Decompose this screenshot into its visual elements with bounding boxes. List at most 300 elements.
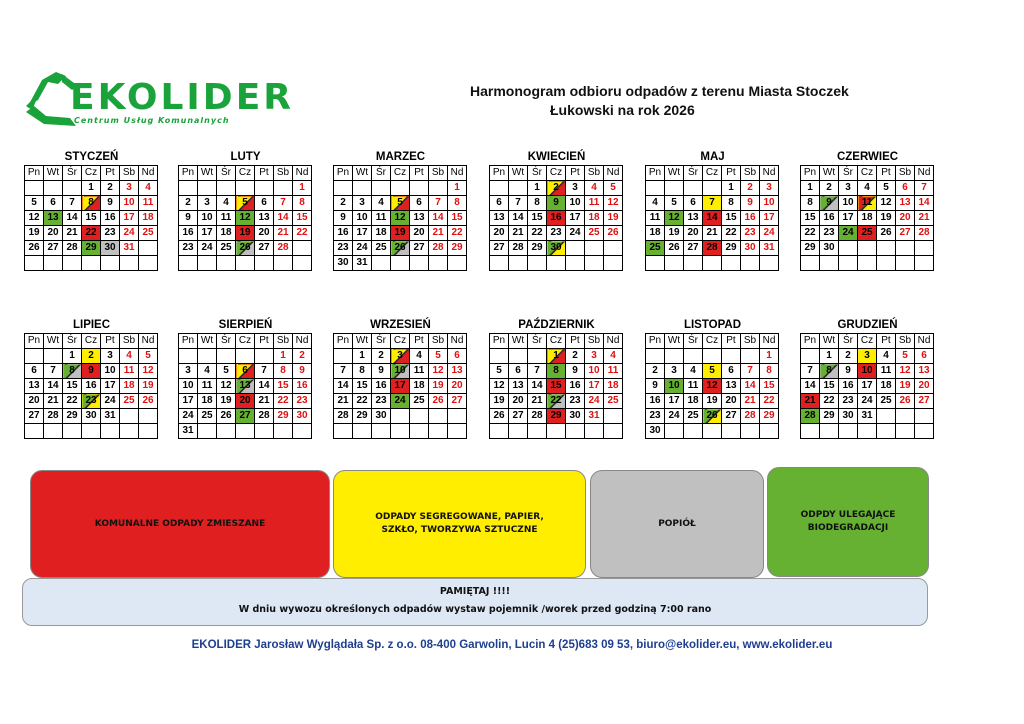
day-cell: 11 <box>604 364 623 379</box>
day-cell: 29 <box>274 409 293 424</box>
day-cell: 14 <box>274 211 293 226</box>
day-cell: 6 <box>684 196 703 211</box>
day-cell <box>410 181 429 196</box>
day-cell: 30 <box>820 241 839 256</box>
day-cell: 13 <box>410 211 429 226</box>
weekday-header: Pt <box>877 334 896 349</box>
day-cell: 25 <box>120 394 139 409</box>
day-cell: 10 <box>198 211 217 226</box>
day-cell: 12 <box>139 364 158 379</box>
weekday-header: Pn <box>646 334 665 349</box>
day-cell <box>410 409 429 424</box>
day-cell: 16 <box>820 211 839 226</box>
day-cell: 23 <box>293 394 312 409</box>
day-cell: 6 <box>44 196 63 211</box>
day-cell: 24 <box>179 409 198 424</box>
day-cell: 7 <box>334 364 353 379</box>
month-table <box>333 165 467 271</box>
weekday-header: Sb <box>896 334 915 349</box>
day-cell <box>703 256 722 271</box>
weekday-header: Wt <box>820 334 839 349</box>
day-cell: 12 <box>217 379 236 394</box>
day-cell <box>274 256 293 271</box>
day-cell: 23 <box>566 394 585 409</box>
day-cell: 16 <box>293 379 312 394</box>
day-cell: 14 <box>703 211 722 226</box>
weekday-header: Cz <box>82 166 101 181</box>
day-cell <box>429 424 448 439</box>
day-cell: 20 <box>44 226 63 241</box>
day-cell <box>255 256 274 271</box>
day-cell: 23 <box>547 226 566 241</box>
day-cell: 10 <box>839 196 858 211</box>
weekday-header: Nd <box>760 334 779 349</box>
day-cell <box>82 256 101 271</box>
day-cell: 20 <box>410 226 429 241</box>
day-cell: 19 <box>604 211 623 226</box>
weekday-header: Pn <box>179 166 198 181</box>
month-name: WRZESIEŃ <box>370 319 431 331</box>
day-cell: 7 <box>44 364 63 379</box>
day-cell <box>760 424 779 439</box>
day-cell: 11 <box>198 379 217 394</box>
day-cell <box>25 349 44 364</box>
day-cell: 24 <box>391 394 410 409</box>
day-cell: 25 <box>646 241 665 256</box>
month-table <box>800 333 934 439</box>
day-cell: 2 <box>820 181 839 196</box>
weekday-header: Pt <box>101 166 120 181</box>
day-cell: 31 <box>179 424 198 439</box>
day-cell <box>198 256 217 271</box>
day-cell: 2 <box>547 181 566 196</box>
day-cell: 22 <box>820 394 839 409</box>
day-cell: 5 <box>703 364 722 379</box>
day-cell: 15 <box>801 211 820 226</box>
month-calendar <box>178 318 313 439</box>
day-cell: 12 <box>604 196 623 211</box>
day-cell: 26 <box>896 394 915 409</box>
day-cell <box>820 424 839 439</box>
day-cell: 1 <box>353 349 372 364</box>
day-cell: 28 <box>44 409 63 424</box>
day-cell: 23 <box>741 226 760 241</box>
day-cell: 10 <box>665 379 684 394</box>
day-cell: 18 <box>877 379 896 394</box>
day-cell <box>703 424 722 439</box>
day-cell: 26 <box>877 226 896 241</box>
day-cell: 8 <box>722 196 741 211</box>
day-cell: 13 <box>448 364 467 379</box>
day-cell <box>741 424 760 439</box>
day-cell <box>25 256 44 271</box>
day-cell: 20 <box>896 211 915 226</box>
day-cell: 21 <box>509 226 528 241</box>
day-cell: 25 <box>684 409 703 424</box>
weekday-header: Sb <box>585 334 604 349</box>
day-cell <box>236 181 255 196</box>
day-cell: 16 <box>646 394 665 409</box>
day-cell: 4 <box>877 349 896 364</box>
day-cell <box>217 256 236 271</box>
day-cell: 6 <box>255 196 274 211</box>
weekday-header: Nd <box>293 166 312 181</box>
day-cell <box>528 424 547 439</box>
day-cell <box>293 424 312 439</box>
weekday-header: Cz <box>236 334 255 349</box>
legend-label: POPIÓŁ <box>658 518 696 529</box>
day-cell: 26 <box>604 226 623 241</box>
day-cell: 7 <box>703 196 722 211</box>
day-cell: 9 <box>293 364 312 379</box>
weekday-header: Pt <box>255 166 274 181</box>
day-cell: 1 <box>820 349 839 364</box>
day-cell: 1 <box>293 181 312 196</box>
day-cell: 17 <box>198 226 217 241</box>
day-cell: 26 <box>217 409 236 424</box>
day-cell: 3 <box>585 349 604 364</box>
weekday-header: Śr <box>372 166 391 181</box>
month-calendar <box>645 318 780 439</box>
day-cell: 18 <box>646 226 665 241</box>
day-cell: 31 <box>760 241 779 256</box>
day-cell: 18 <box>217 226 236 241</box>
day-cell: 8 <box>293 196 312 211</box>
weekday-header: Pt <box>255 334 274 349</box>
day-cell <box>722 349 741 364</box>
day-cell <box>722 256 741 271</box>
weekday-header: Cz <box>547 166 566 181</box>
weekday-header: Pn <box>334 166 353 181</box>
day-cell: 17 <box>120 211 139 226</box>
day-cell: 7 <box>429 196 448 211</box>
day-cell: 25 <box>858 226 877 241</box>
day-cell: 3 <box>760 181 779 196</box>
day-cell: 2 <box>101 181 120 196</box>
weekday-header: Cz <box>703 334 722 349</box>
weekday-header: Pt <box>722 166 741 181</box>
day-cell: 2 <box>372 349 391 364</box>
day-cell: 25 <box>372 241 391 256</box>
day-cell: 9 <box>179 211 198 226</box>
day-cell: 19 <box>217 394 236 409</box>
day-cell: 30 <box>646 424 665 439</box>
legend-label: KOMUNALNE ODPADY ZMIESZANE <box>94 518 266 529</box>
day-cell <box>665 181 684 196</box>
day-cell <box>684 349 703 364</box>
day-cell <box>44 256 63 271</box>
day-cell <box>566 256 585 271</box>
legend-biodegradable <box>767 467 929 577</box>
day-cell <box>604 424 623 439</box>
day-cell: 19 <box>877 211 896 226</box>
day-cell <box>255 424 274 439</box>
day-cell <box>63 424 82 439</box>
day-cell: 17 <box>839 211 858 226</box>
day-cell: 21 <box>255 394 274 409</box>
day-cell: 15 <box>528 211 547 226</box>
day-cell: 3 <box>839 181 858 196</box>
weekday-header: Nd <box>448 334 467 349</box>
day-cell: 14 <box>528 379 547 394</box>
day-cell: 29 <box>801 241 820 256</box>
weekday-header: Wt <box>820 166 839 181</box>
day-cell: 6 <box>509 364 528 379</box>
day-cell: 1 <box>274 349 293 364</box>
day-cell: 26 <box>490 409 509 424</box>
day-cell <box>490 256 509 271</box>
title-line-1: Harmonogram odbioru odpadów z terenu Miasta Stoczek <box>470 83 849 99</box>
weekday-header: Wt <box>509 166 528 181</box>
day-cell <box>198 424 217 439</box>
weekday-header: Nd <box>604 166 623 181</box>
day-cell: 21 <box>741 394 760 409</box>
day-cell <box>448 256 467 271</box>
day-cell: 20 <box>448 379 467 394</box>
day-cell: 18 <box>684 394 703 409</box>
month-calendar <box>800 150 935 271</box>
day-cell <box>528 256 547 271</box>
reminder-note <box>22 578 928 626</box>
day-cell: 27 <box>896 226 915 241</box>
day-cell: 21 <box>703 226 722 241</box>
day-cell: 28 <box>915 226 934 241</box>
day-cell: 20 <box>236 394 255 409</box>
day-cell: 28 <box>255 409 274 424</box>
day-cell: 3 <box>353 196 372 211</box>
day-cell <box>198 181 217 196</box>
weekday-header: Pt <box>566 166 585 181</box>
day-cell: 4 <box>139 181 158 196</box>
day-cell <box>915 409 934 424</box>
day-cell: 25 <box>585 226 604 241</box>
day-cell: 28 <box>801 409 820 424</box>
month-name: LIPIEC <box>72 319 111 331</box>
day-cell: 12 <box>665 211 684 226</box>
day-cell <box>429 181 448 196</box>
day-cell: 2 <box>82 349 101 364</box>
month-calendar <box>489 150 624 271</box>
day-cell: 21 <box>528 394 547 409</box>
day-cell <box>604 256 623 271</box>
day-cell: 12 <box>703 379 722 394</box>
day-cell <box>372 256 391 271</box>
weekday-header: Pn <box>801 166 820 181</box>
day-cell: 29 <box>528 241 547 256</box>
day-cell: 28 <box>429 241 448 256</box>
day-cell: 28 <box>741 409 760 424</box>
day-cell: 18 <box>372 226 391 241</box>
day-cell: 11 <box>139 196 158 211</box>
day-cell <box>665 256 684 271</box>
day-cell: 15 <box>293 211 312 226</box>
weekday-header: Pt <box>877 166 896 181</box>
month-calendar <box>645 150 780 271</box>
day-cell: 13 <box>44 211 63 226</box>
weekday-header: Sb <box>120 334 139 349</box>
day-cell: 19 <box>429 379 448 394</box>
day-cell <box>101 424 120 439</box>
day-cell: 20 <box>684 226 703 241</box>
day-cell: 9 <box>372 364 391 379</box>
day-cell: 24 <box>101 394 120 409</box>
day-cell: 11 <box>646 211 665 226</box>
day-cell <box>877 241 896 256</box>
weekday-header: Pt <box>101 334 120 349</box>
day-cell: 27 <box>490 241 509 256</box>
day-cell: 2 <box>839 349 858 364</box>
day-cell: 22 <box>63 394 82 409</box>
day-cell: 22 <box>82 226 101 241</box>
weekday-header: Pn <box>179 334 198 349</box>
day-cell: 10 <box>760 196 779 211</box>
day-cell <box>391 181 410 196</box>
day-cell: 14 <box>801 379 820 394</box>
day-cell: 22 <box>760 394 779 409</box>
day-cell <box>44 349 63 364</box>
weekday-header: Wt <box>198 334 217 349</box>
day-cell <box>25 181 44 196</box>
day-cell: 20 <box>25 394 44 409</box>
day-cell: 29 <box>448 241 467 256</box>
day-cell: 21 <box>915 211 934 226</box>
weekday-header: Wt <box>665 166 684 181</box>
month-calendar <box>24 150 159 271</box>
weekday-header: Pn <box>25 334 44 349</box>
day-cell: 13 <box>255 211 274 226</box>
day-cell: 26 <box>391 241 410 256</box>
day-cell <box>585 424 604 439</box>
month-name: SIERPIEŃ <box>218 319 273 331</box>
day-cell: 20 <box>255 226 274 241</box>
day-cell: 12 <box>25 211 44 226</box>
day-cell <box>801 256 820 271</box>
weekday-header: Cz <box>236 166 255 181</box>
day-cell: 23 <box>82 394 101 409</box>
day-cell: 21 <box>274 226 293 241</box>
day-cell: 14 <box>741 379 760 394</box>
day-cell: 9 <box>646 379 665 394</box>
day-cell: 19 <box>139 379 158 394</box>
brand-name: EKOLIDER <box>70 77 295 118</box>
day-cell: 14 <box>429 211 448 226</box>
day-cell <box>877 409 896 424</box>
weekday-header: Wt <box>44 166 63 181</box>
day-cell: 21 <box>429 226 448 241</box>
legend-label: ODPDY ULEGAJĄCE BIODEGRADACJI <box>800 510 896 533</box>
day-cell: 19 <box>665 226 684 241</box>
day-cell: 18 <box>858 211 877 226</box>
day-cell: 3 <box>198 196 217 211</box>
day-cell <box>391 424 410 439</box>
day-cell <box>293 241 312 256</box>
day-cell: 17 <box>353 226 372 241</box>
day-cell: 5 <box>604 181 623 196</box>
weekday-header: Pn <box>801 334 820 349</box>
day-cell: 24 <box>839 226 858 241</box>
day-cell: 9 <box>741 196 760 211</box>
day-cell: 8 <box>760 364 779 379</box>
legend-ash <box>590 470 764 578</box>
day-cell: 13 <box>490 211 509 226</box>
day-cell: 11 <box>120 364 139 379</box>
day-cell: 21 <box>334 394 353 409</box>
day-cell <box>839 241 858 256</box>
day-cell: 9 <box>820 196 839 211</box>
day-cell <box>528 349 547 364</box>
day-cell <box>120 256 139 271</box>
weekday-header: Nd <box>139 166 158 181</box>
day-cell: 7 <box>255 364 274 379</box>
day-cell: 4 <box>585 181 604 196</box>
day-cell: 25 <box>877 394 896 409</box>
day-cell: 5 <box>217 364 236 379</box>
weekday-header: Sb <box>896 166 915 181</box>
day-cell: 27 <box>448 394 467 409</box>
day-cell: 28 <box>63 241 82 256</box>
month-table <box>24 165 158 271</box>
day-cell: 17 <box>760 211 779 226</box>
day-cell: 27 <box>722 409 741 424</box>
day-cell: 3 <box>179 364 198 379</box>
day-cell: 15 <box>82 211 101 226</box>
weekday-header: Śr <box>217 166 236 181</box>
day-cell: 7 <box>741 364 760 379</box>
month-table <box>800 165 934 271</box>
day-cell: 8 <box>82 196 101 211</box>
weekday-header: Nd <box>293 334 312 349</box>
day-cell: 8 <box>448 196 467 211</box>
weekday-header: Wt <box>44 334 63 349</box>
day-cell <box>44 424 63 439</box>
day-cell: 3 <box>566 181 585 196</box>
month-calendar <box>333 318 468 439</box>
day-cell: 9 <box>547 196 566 211</box>
day-cell <box>646 256 665 271</box>
day-cell <box>915 424 934 439</box>
day-cell: 12 <box>391 211 410 226</box>
day-cell: 25 <box>198 409 217 424</box>
weekday-header: Pn <box>490 334 509 349</box>
legend-segregated-waste <box>333 470 586 578</box>
day-cell <box>255 349 274 364</box>
day-cell <box>820 256 839 271</box>
weekday-header: Sb <box>274 334 293 349</box>
weekday-header: Śr <box>217 334 236 349</box>
day-cell: 11 <box>372 211 391 226</box>
weekday-header: Śr <box>839 334 858 349</box>
month-name: PAŹDZIERNIK <box>518 319 595 331</box>
day-cell: 16 <box>566 379 585 394</box>
day-cell: 13 <box>896 196 915 211</box>
day-cell: 31 <box>353 256 372 271</box>
weekday-header: Śr <box>63 166 82 181</box>
day-cell: 19 <box>25 226 44 241</box>
weekday-header: Pn <box>334 334 353 349</box>
day-cell: 7 <box>274 196 293 211</box>
day-cell: 30 <box>741 241 760 256</box>
day-cell: 17 <box>391 379 410 394</box>
day-cell: 1 <box>547 349 566 364</box>
day-cell: 28 <box>509 241 528 256</box>
weekday-header: Nd <box>139 334 158 349</box>
weekday-header: Pn <box>25 166 44 181</box>
day-cell <box>334 181 353 196</box>
day-cell: 10 <box>585 364 604 379</box>
day-cell: 28 <box>703 241 722 256</box>
day-cell <box>585 241 604 256</box>
day-cell: 3 <box>858 349 877 364</box>
